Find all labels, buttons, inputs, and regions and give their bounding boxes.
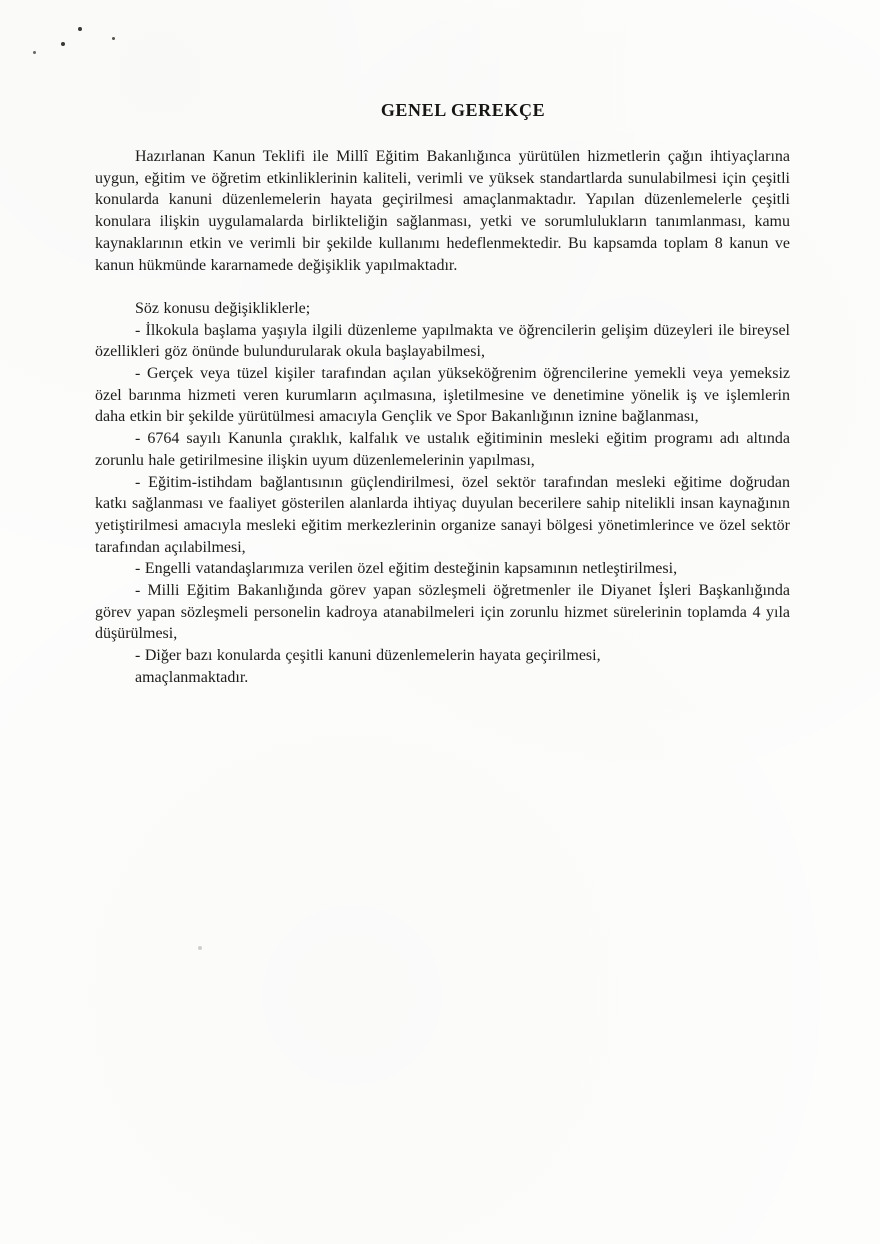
bullet-item: - Engelli vatandaşlarımıza verilen özel eğitim desteğinin kapsamının netleştirilmesi,: [135, 560, 678, 578]
bullet-item: - İlkokula başlama yaşıyla ilgili düzenleme yapılmakta ve öğrencilerin gelişim düzeyleri ile bireysel özellikleri göz önünde bulundurularak okula başlayabilmesi,: [95, 321, 790, 361]
document-title: GENEL GEREKÇE: [380, 100, 546, 120]
bullet-item: - 6764 sayılı Kanunla çıraklık, kalfalık ve ustalık eğitiminin mesleki eğitim programı adı altında zorunlu hale getirilmesine ilişkin uyum düzenlemelerinin yapılması,: [95, 430, 790, 469]
paragraph-lead-in: Söz konusu değişikliklerle;: [135, 299, 311, 317]
paragraph-intro: Hazırlanan Kanun Teklifi ile Millî Eğitim Bakanlığınca yürütülen hizmetlerin çağın ihtiyaçlarına uygun, eğitim ve öğretim etkinliklerinin kaliteli, verimli ve yüksek standartlarda sunulabilmesi için çeşitli konularda kanuni düzenlemelerin hayata geçirilmesi amaçlanmaktadır. Yapılan düzenlemelerle çeşitli konulara ilişkin uygulamalarda birlikteliğin sağlanması, yetki ve sorumlulukların tanımlanması, kamu kaynaklarının etkin ve verimli bir şekilde kullanımı hedeflenmektedir. Bu kapsamda toplam 8 kanun ve kanun hükmünde kararnamede değişiklik yapılmaktadır.: [95, 148, 790, 274]
document-body: [95, 146, 790, 689]
bullet-item: - Eğitim-istihdam bağlantısının güçlendirilmesi, özel sektör tarafından mesleki eğitime doğrudan katkı sağlanması ve faaliyet gösterilen alanlarda ihtiyaç duyulan becerilere sahip nitelikli insan kaynağının yetiştirilmesi amacıyla mesleki eğitim merkezlerinin organize sanayi bölgesi yönetimlerince ve özel sektör tarafından açılabilmesi,: [95, 473, 790, 556]
paragraph-closing: amaçlanmaktadır.: [135, 668, 249, 686]
scan-speck: [198, 946, 202, 950]
bullet-item: - Gerçek veya tüzel kişiler tarafından açılan yükseköğrenim öğrencilerine yemekli veya yemeksiz özel barınma hizmeti veren kurumların açılmasına, işletilmesine ve denetimine yönelik iş ve işlemlerin daha etkin bir şekilde yürütülmesi amacıyla Gençlik ve Spor Bakanlığının iznine bağlanması,: [95, 365, 790, 426]
bullet-item: - Milli Eğitim Bakanlığında görev yapan sözleşmeli öğretmenler ile Diyanet İşleri Başkanlığında görev yapan sözleşmeli personelin kadroya atanabilmeleri için zorunlu hizmet sürelerinin toplamda 4 yıla düşürülmesi,: [95, 582, 790, 643]
bullet-item: - Diğer bazı konularda çeşitli kanuni düzenlemelerin hayata geçirilmesi,: [135, 647, 601, 665]
